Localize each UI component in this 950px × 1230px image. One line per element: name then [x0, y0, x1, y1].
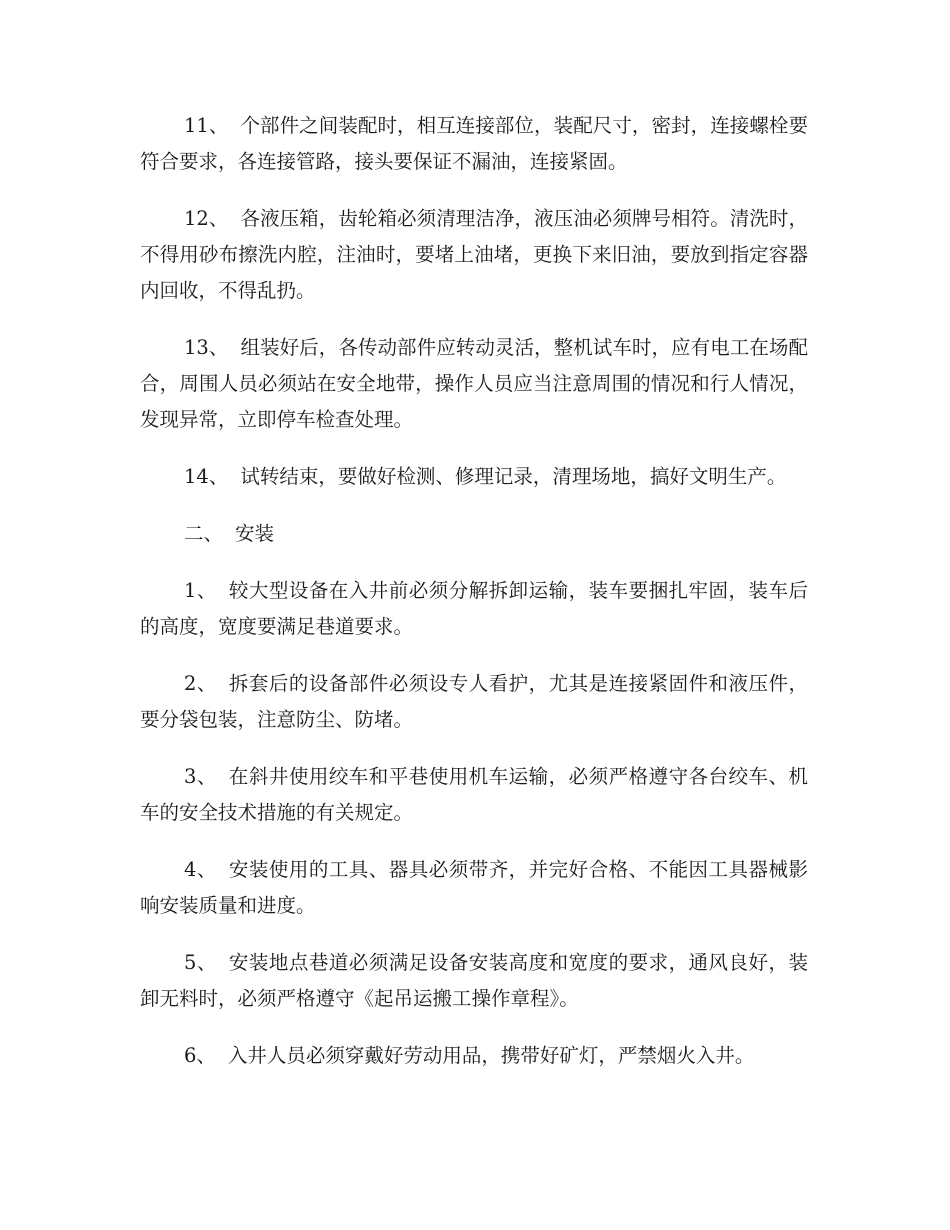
- item-text: 拆套后的设备部件必须设专人看护，尤其是连接紧固件和液压件，要分袋包装，注意防尘、防堵。: [140, 672, 808, 731]
- paragraph-item-1: [140, 573, 808, 645]
- paragraph-item-3: [140, 759, 808, 831]
- item-text: 入井人员必须穿戴好劳动用品，携带好矿灯，严禁烟火入井。: [227, 1044, 755, 1067]
- section-number: 二、: [184, 522, 224, 545]
- item-text: 安装使用的工具、器具必须带齐，并完好合格、不能因工具器械影响安装质量和进度。: [140, 858, 808, 917]
- item-number: 6、: [184, 1044, 216, 1067]
- item-number: 5、: [184, 951, 217, 974]
- item-text: 各液压箱，齿轮箱必须清理洁净，液压油必须牌号相符。清洗时，不得用砂布擦洗内腔，注油时，要堵上油堵，更换下来旧油，要放到指定容器内回收，不得乱扔。: [140, 207, 808, 302]
- item-number: 14、: [184, 465, 229, 488]
- item-text: 安装地点巷道必须满足设备安装高度和宽度的要求，通风良好，装卸无料时，必须严格遵守《起吊运搬工操作章程》。: [140, 951, 808, 1010]
- item-number: 1、: [184, 579, 217, 602]
- section-heading-install: [140, 516, 808, 552]
- item-number: 4、: [184, 858, 217, 881]
- item-text: 组装好后，各传动部件应转动灵活，整机试车时，应有电工在场配合，周围人员必须站在安全地带，操作人员应当注意周围的情况和行人情况，发现异常，立即停车检查处理。: [140, 336, 808, 431]
- item-text: 试转结束，要做好检测、修理记录，清理场地，搞好文明生产。: [240, 465, 787, 488]
- item-number: 11、: [184, 114, 229, 137]
- paragraph-item-6: [140, 1038, 808, 1074]
- item-text: 在斜井使用绞车和平巷使用机车运输，必须严格遵守各台绞车、机车的安全技术措施的有关规定。: [140, 765, 808, 824]
- paragraph-item-13: [140, 330, 808, 438]
- paragraph-item-14: [140, 459, 808, 495]
- section-title: 安装: [235, 522, 275, 545]
- document-body: [140, 108, 808, 1095]
- paragraph-item-4: [140, 852, 808, 924]
- item-number: 3、: [184, 765, 217, 788]
- paragraph-item-11: [140, 108, 808, 180]
- item-text: 较大型设备在入井前必须分解拆卸运输，装车要捆扎牢固，装车后的高度，宽度要满足巷道要求。: [140, 579, 808, 638]
- paragraph-item-5: [140, 945, 808, 1017]
- item-number: 12、: [184, 207, 229, 230]
- item-number: 13、: [184, 336, 229, 359]
- paragraph-item-2: [140, 666, 808, 738]
- item-text: 个部件之间装配时，相互连接部位，装配尺寸，密封，连接螺栓要符合要求，各连接管路，接头要保证不漏油，连接紧固。: [140, 114, 808, 173]
- paragraph-item-12: [140, 201, 808, 309]
- item-number: 2、: [184, 672, 217, 695]
